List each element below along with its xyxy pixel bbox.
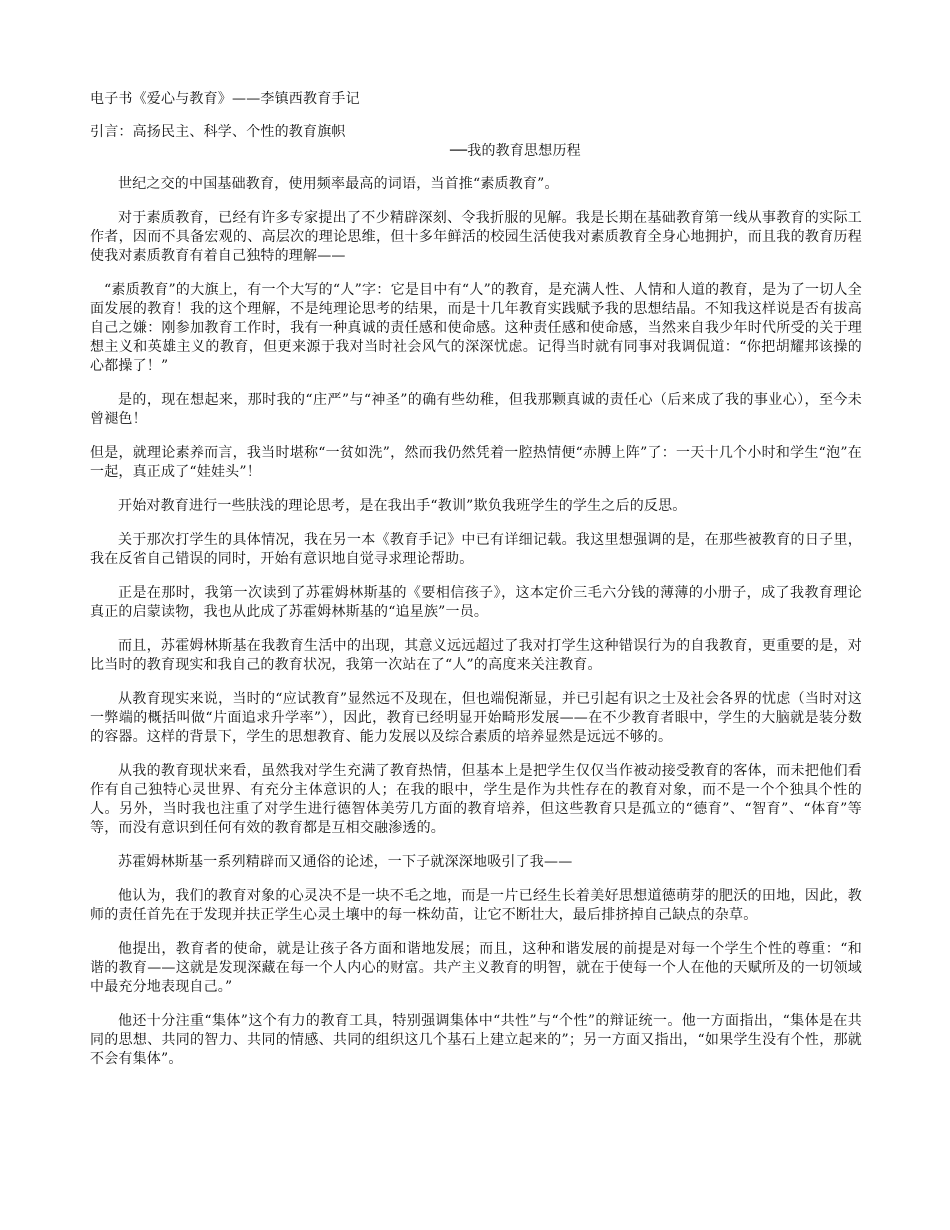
document-page [90, 90, 862, 1084]
paragraph: 正是在那时，我第一次读到了苏霍姆林斯基的《要相信孩子》，这本定价三毛六分钱的薄薄的小册子，成了我教育理论真正的启蒙读物，我也从此成了苏霍姆林斯基的“追星族”一员。 [90, 585, 862, 620]
paragraph: 世纪之交的中国基础教育，使用频率最高的词语，当首推“素质教育”。 [118, 176, 559, 192]
intro-subtitle: ──我的教育思想历程 [450, 143, 581, 159]
paragraph: 而且，苏霍姆林斯基在我教育生活中的出现，其意义远远超过了我对打学生这种错误行为的自我教育，更重要的是，对比当时的教育现实和我自己的教育状况，我第一次站在了“人”的高度来关注教育。 [90, 638, 862, 673]
intro-heading: 引言：高扬民主、科学、个性的教育旗帜 [90, 124, 346, 140]
paragraph: 是的，现在想起来，那时我的“庄严”与“神圣”的确有些幼稚，但我那颗真诚的责任心（后来成了我的事业心），至今未曾褪色！ [90, 392, 862, 427]
book-title: 电子书《爱心与教育》——李镇西教育手记 [90, 91, 360, 107]
paragraph: 他还十分注重“集体”这个有力的教育工具，特别强调集体中“共性”与“个性”的辩证统一。他一方面指出，“集体是在共同的思想、共同的智力、共同的情感、共同的组织这几个基石上建立起来的”；另一方面又指出，“如果学生没有个性，那就不会有集体”。 [90, 1013, 862, 1067]
paragraph: 他提出，教育者的使命，就是让孩子各方面和谐地发展；而且，这种和谐发展的前提是对每一个学生个性的尊重：“和谐的教育——这就是发现深藏在每一个人内心的财富。共产主义教育的明智，就在于使每一个人在他的天赋所及的一切领域中最充分地表现自己。” [90, 941, 862, 995]
paragraph: 苏霍姆林斯基一系列精辟而又通俗的论述，一下子就深深地吸引了我—— [118, 854, 573, 870]
paragraph: “素质教育”的大旗上，有一个大写的“人”字：它是目中有“人”的教育，是充满人性、人情和人道的教育，是为了一切人全面发展的教育！我的这个理解，不是纯理论思考的结果，而是十几年教育实践赋予我的思想结晶。不知我这样说是否有拔高自己之嫌：刚参加教育工作时，我有一种真诚的责任感和使命感。这种责任感和使命感，当然来自我少年时代所受的关于理想主义和英雄主义的教育，但更来源于我对当时社会风气的深深忧虑。记得当时就有同事对我调侃道：“你把胡耀邦该操的心都操了！” [90, 282, 862, 374]
paragraph: 对于素质教育，已经有许多专家提出了不少精辟深刻、令我折服的见解。我是长期在基础教育第一线从事教育的实际工作者，因而不具备宏观的、高层次的理论思维，但十多年鲜活的校园生活使我对素质教育全身心地拥护，而且我的教育历程使我对素质教育有着自己独特的理解—— [90, 210, 862, 264]
paragraph: 开始对教育进行一些肤浅的理论思考，是在我出手“教训”欺负我班学生的学生之后的反思。 [118, 498, 687, 514]
paragraph: 他认为，我们的教育对象的心灵决不是一块不毛之地，而是一片已经生长着美好思想道德萌芽的肥沃的田地，因此，教师的责任首先在于发现并扶正学生心灵土壤中的每一株幼苗，让它不断壮大，最后排挤掉自己缺点的杂草。 [90, 888, 862, 923]
paragraph: 从教育现实来说，当时的“应试教育”显然远不及现在，但也端倪渐显，并已引起有识之士及社会各界的忧虑（当时对这一弊端的概括叫做“片面追求升学率”），因此，教育已经明显开始畸形发展——在不少教育者眼中，学生的大脑就是装分数的容器。这样的背景下，学生的思想教育、能力发展以及综合素质的培养显然是远远不够的。 [90, 691, 862, 745]
paragraph: 从我的教育现状来看，虽然我对学生充满了教育热情，但基本上是把学生仅仅当作被动接受教育的客体，而未把他们看作有自己独特心灵世界、有充分主体意识的人；在我的眼中，学生是作为共性存在的教育对象，而不是一个个独具个性的人。另外，当时我也注重了对学生进行德智体美劳几方面的教育培养，但这些教育只是孤立的“德育”、“智育”、“体育”等等，而没有意识到任何有效的教育都是互相交融渗透的。 [90, 763, 862, 836]
paragraph: 关于那次打学生的具体情况，我在另一本《教育手记》中已有详细记载。我这里想强调的是，在那些被教育的日子里，我在反省自己错误的同时，开始有意识地自觉寻求理论帮助。 [90, 532, 862, 567]
paragraph: 但是，就理论素养而言，我当时堪称“一贫如洗”，然而我仍然凭着一腔热情便“赤膊上阵”了：一天十几个小时和学生“泡”在一起，真正成了“娃娃头”！ [90, 445, 862, 480]
